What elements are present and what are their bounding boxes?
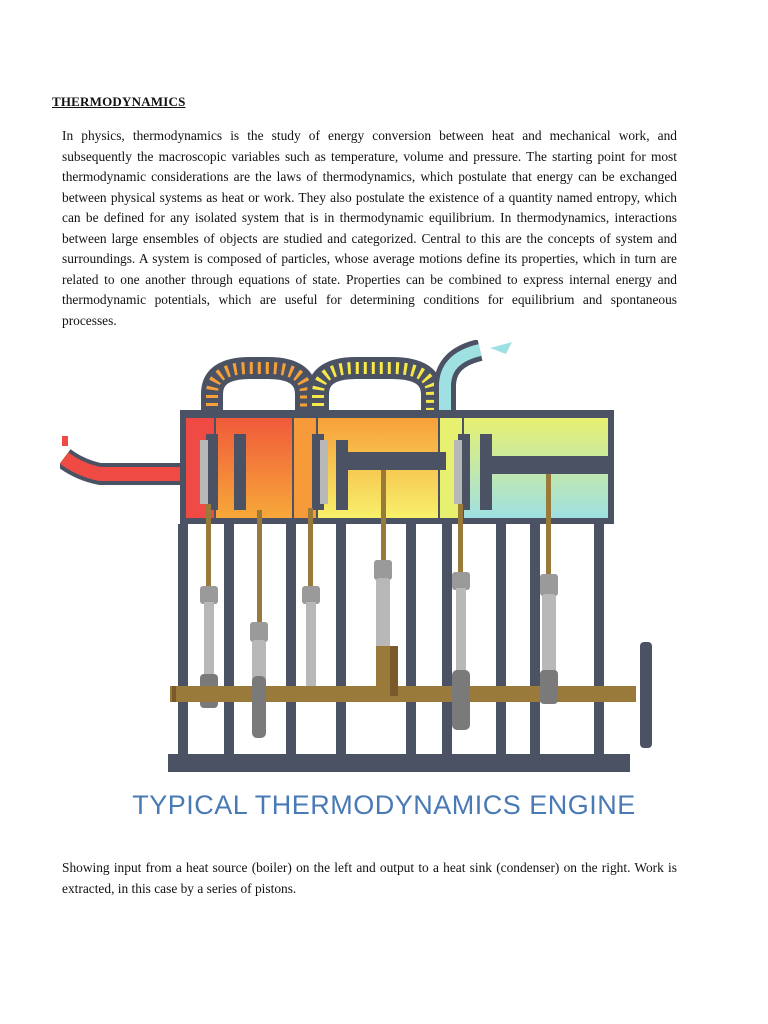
- figure-title: TYPICAL THERMODYNAMICS ENGINE: [132, 790, 636, 820]
- thermodynamics-engine-illustration: [60, 340, 660, 780]
- figure-caption: Showing input from a heat source (boiler) on the left and output to a heat sink (condenser) on the right. Work is extracted, in this case by a series of pistons.: [62, 860, 677, 896]
- intro-paragraph: In physics, thermodynamics is the study of energy conversion between heat and mechanical work, and subsequently the macroscopic variables such as temperature, volume and pressure. The starting point for most thermodynamic considerations are the laws of thermodynamics, which postulate that energy can be exchanged between physical systems as heat or work. They also postulate the existence of a quantity named entropy, which can be defined for any isolated system that is in thermodynamic equilibrium. In thermodynamics, interactions between large ensembles of objects are studied and categorized. Central to this are the concepts of system and surroundings. A system is composed of particles, whose average motions define its properties, which in turn are related to one another through equations of state. Properties can be combined to express internal energy and thermodynamic potentials, which are useful for determining conditions for equilibrium and spontaneous processes.: [62, 128, 677, 328]
- transfer-pipe-1: [212, 368, 306, 414]
- inlet-pipe: [62, 436, 184, 474]
- transfer-pipe-2: [318, 368, 432, 414]
- exhaust-pipe: [445, 342, 512, 414]
- document-heading: THERMODYNAMICS: [52, 94, 186, 109]
- crankcase-frame: [168, 524, 630, 772]
